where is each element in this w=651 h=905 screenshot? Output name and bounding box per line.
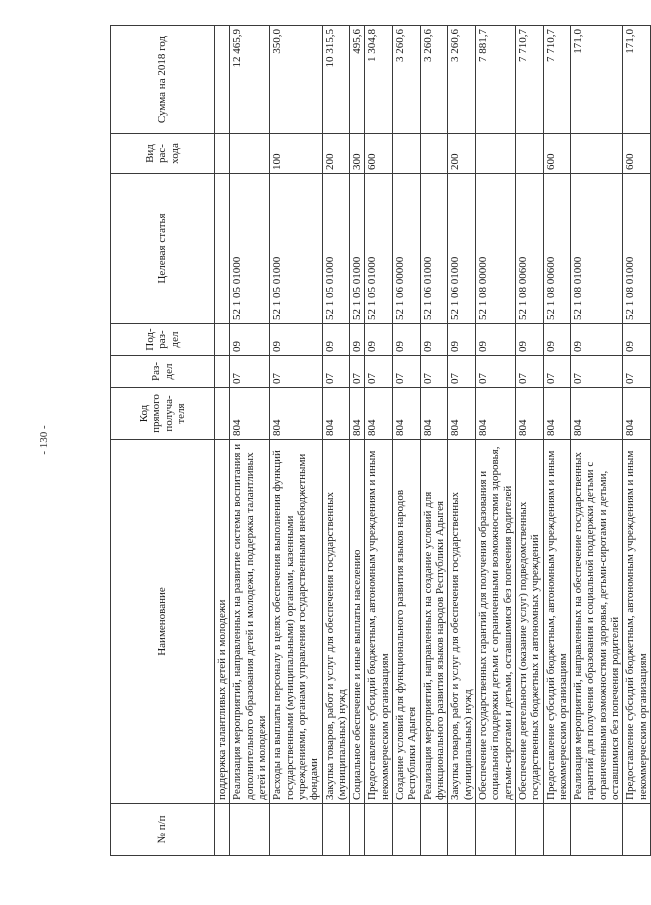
table-row [270,26,322,856]
cell-sum: 3 260,6 [393,26,421,134]
cell-target: 52 1 08 00600 [543,174,571,324]
cell-section [215,356,230,388]
cell-section: 07 [350,356,365,388]
cell-num [475,804,515,856]
page-number: - 130 - [38,425,50,455]
cell-sum: 7 710,7 [515,26,543,134]
cell-recipient-code: 804 [623,388,651,440]
cell-recipient-code: 804 [448,388,476,440]
cell-subsection: 09 [623,324,651,356]
cell-recipient-code: 804 [515,388,543,440]
table-row [448,26,476,856]
cell-num [571,804,623,856]
cell-expense-type: 600 [543,134,571,174]
cell-target: 52 1 05 01000 [230,174,270,324]
cell-recipient-code: 804 [393,388,421,440]
cell-num [448,804,476,856]
cell-sum: 3 260,6 [448,26,476,134]
cell-section: 07 [270,356,322,388]
cell-section: 07 [448,356,476,388]
header-sum: Сумма на 2018 год [111,26,215,134]
cell-expense-type: 600 [623,134,651,174]
cell-sum: 495,6 [350,26,365,134]
cell-target: 52 1 05 01000 [270,174,322,324]
cell-num [322,804,350,856]
table-row [420,26,448,856]
table-row [215,26,230,856]
cell-num [543,804,571,856]
cell-recipient-code: 804 [270,388,322,440]
cell-subsection: 09 [230,324,270,356]
cell-section: 07 [543,356,571,388]
cell-num [270,804,322,856]
table-row [475,26,515,856]
cell-num [230,804,270,856]
cell-num [365,804,393,856]
cell-num [515,804,543,856]
cell-name: Социальное обеспечение и иные выплаты населению [350,440,365,804]
cell-subsection: 09 [350,324,365,356]
cell-recipient-code: 804 [420,388,448,440]
cell-target: 52 1 08 00600 [515,174,543,324]
cell-name: Обеспечение деятельности (оказание услуг) подведомственных государственных бюджетных и автономных учреждений [515,440,543,804]
table-row [543,26,571,856]
cell-expense-type: 200 [448,134,476,174]
rotated-page [110,26,649,856]
cell-section: 07 [230,356,270,388]
table-body [215,26,651,856]
cell-subsection: 09 [475,324,515,356]
cell-name: Реализация мероприятий, направленных на обеспечение государственных гарантий для получения образования и социальной поддержки детьми с ограниченными возможностями здоровья, детьми-сиротами и детьми, оставшимися без попечения родителей [571,440,623,804]
cell-recipient-code: 804 [350,388,365,440]
cell-recipient-code [215,388,230,440]
cell-sum [215,26,230,134]
cell-name: Создание условий для функционального развития языков народов Республики Адыгея [393,440,421,804]
cell-num [350,804,365,856]
cell-name: Расходы на выплаты персоналу в целях обеспечения выполнения функций государственными (муниципальными) органами, казенными учреждениями, органами управления государственными внебюджетными фондами [270,440,322,804]
cell-target: 52 1 06 01000 [420,174,448,324]
cell-section: 07 [365,356,393,388]
cell-expense-type [571,134,623,174]
cell-section: 07 [420,356,448,388]
cell-sum: 350,0 [270,26,322,134]
cell-name: Предоставление субсидий бюджетным, автономным учреждениям и иным некоммерческим организациям [623,440,651,804]
cell-section: 07 [475,356,515,388]
cell-subsection: 09 [270,324,322,356]
cell-subsection [215,324,230,356]
cell-expense-type: 300 [350,134,365,174]
cell-num [623,804,651,856]
cell-subsection: 09 [543,324,571,356]
cell-recipient-code: 804 [571,388,623,440]
cell-expense-type [475,134,515,174]
cell-num [215,804,230,856]
cell-section: 07 [515,356,543,388]
cell-name: Предоставление субсидий бюджетным, автономным учреждениям и иным некоммерческим организациям [543,440,571,804]
cell-expense-type [515,134,543,174]
cell-name: Обеспечение государственных гарантий для получения образования и социальной поддержки детьми с ограниченными возможностями здоровья, детьми-сиротами и детьми, оставшимися без попечения родителей [475,440,515,804]
table-row [623,26,651,856]
cell-sum: 10 315,5 [322,26,350,134]
cell-expense-type [215,134,230,174]
header-name: Наименование [111,440,215,804]
cell-expense-type: 600 [365,134,393,174]
cell-subsection: 09 [322,324,350,356]
cell-sum: 7 710,7 [543,26,571,134]
cell-section: 07 [571,356,623,388]
cell-expense-type: 200 [322,134,350,174]
cell-expense-type [230,134,270,174]
cell-target: 52 1 08 00000 [475,174,515,324]
table-header-row [111,26,215,856]
cell-sum: 171,0 [571,26,623,134]
table-row [350,26,365,856]
cell-name: Предоставление субсидий бюджетным, автономным учреждениям и иным некоммерческим организациям [365,440,393,804]
cell-subsection: 09 [393,324,421,356]
cell-target: 52 1 05 01000 [322,174,350,324]
cell-expense-type [420,134,448,174]
cell-recipient-code: 804 [322,388,350,440]
cell-recipient-code: 804 [475,388,515,440]
cell-sum: 1 304,8 [365,26,393,134]
cell-subsection: 09 [448,324,476,356]
header-target: Целевая статья [111,174,215,324]
cell-recipient-code: 804 [543,388,571,440]
cell-name: Закупка товаров, работ и услуг для обеспечения государственных (муниципальных) нужд [448,440,476,804]
cell-recipient-code: 804 [230,388,270,440]
table-row [515,26,543,856]
table-row [393,26,421,856]
cell-target: 52 1 06 01000 [448,174,476,324]
cell-expense-type: 100 [270,134,322,174]
cell-subsection: 09 [420,324,448,356]
header-recipient-code: Код прямого получа-теля [111,388,215,440]
cell-name: Реализация мероприятий, направленных на создание условий для функционального развития языков народов Республики Адыгея [420,440,448,804]
cell-name: Реализация мероприятий, направленных на развитие системы воспитания и дополнительного образования детей и молодежи, поддержка талантливых детей и молодежи [230,440,270,804]
cell-target: 52 1 06 00000 [393,174,421,324]
cell-target: 52 1 05 01000 [365,174,393,324]
header-subsection: Под-раз-дел [111,324,215,356]
cell-section: 07 [623,356,651,388]
cell-sum: 7 881,7 [475,26,515,134]
table-row [365,26,393,856]
cell-subsection: 09 [365,324,393,356]
cell-subsection: 09 [515,324,543,356]
table-row [322,26,350,856]
cell-target [215,174,230,324]
cell-sum: 12 465,9 [230,26,270,134]
cell-subsection: 09 [571,324,623,356]
cell-expense-type [393,134,421,174]
cell-section: 07 [322,356,350,388]
cell-sum: 171,0 [623,26,651,134]
cell-target: 52 1 05 01000 [350,174,365,324]
header-expense-type: Вид рас-хода [111,134,215,174]
cell-target: 52 1 08 01000 [571,174,623,324]
cell-name: Закупка товаров, работ и услуг для обеспечения государственных (муниципальных) нужд [322,440,350,804]
cell-num [420,804,448,856]
cell-num [393,804,421,856]
budget-table [110,25,651,856]
header-num: № п/п [111,804,215,856]
header-section: Раз-дел [111,356,215,388]
cell-name: поддержка талантливых детей и молодежи [215,440,230,804]
cell-target: 52 1 08 01000 [623,174,651,324]
cell-section: 07 [393,356,421,388]
table-row [230,26,270,856]
cell-recipient-code: 804 [365,388,393,440]
table-row [571,26,623,856]
cell-sum: 3 260,6 [420,26,448,134]
